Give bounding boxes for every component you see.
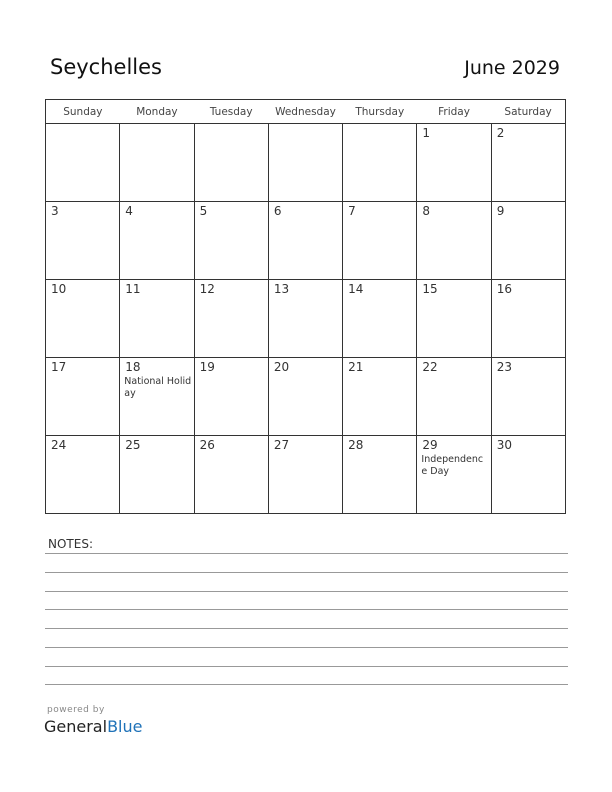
day-number: 11 [125,282,141,296]
day-cell [417,280,491,358]
day-number: 30 [496,438,512,452]
weekday-tuesday: Tuesday [194,100,268,124]
day-number: 24 [51,438,67,452]
day-cell [120,436,194,514]
holiday-label: Independence Day [421,454,484,477]
day-number: 5 [199,204,208,218]
brand-general: General [44,717,108,736]
day-cell [268,280,342,358]
day-number: 22 [422,360,438,374]
day-number: 13 [273,282,290,296]
month-year-title: June 2029 [464,57,560,79]
day-cell [46,202,120,280]
weekday-monday: Monday [120,100,194,124]
notes-line [45,684,568,685]
day-cell [194,202,268,280]
notes-label: NOTES: [48,537,93,551]
day-cell [491,358,565,436]
day-number: 15 [422,282,438,296]
day-cell [491,280,565,358]
day-cell [194,436,268,514]
weekday-saturday: Saturday [491,100,565,124]
day-cell [491,124,565,202]
day-number: 1 [422,126,431,140]
day-number: 9 [496,204,505,218]
day-cell [46,280,120,358]
notes-line [45,666,568,667]
day-cell [268,202,342,280]
day-number: 21 [348,360,364,374]
notes-line [45,647,568,648]
day-number: 20 [273,360,290,374]
day-number: 23 [496,360,512,374]
day-cell [268,436,342,514]
day-cell [120,358,194,436]
day-number: 19 [199,360,215,374]
day-cell [46,124,120,202]
day-number: 6 [273,204,282,218]
powered-by-text: powered by [47,705,105,715]
day-number: 8 [422,204,431,218]
day-cell [343,436,417,514]
day-cell [120,202,194,280]
day-number: 14 [348,282,364,296]
day-number: 18 [125,360,141,374]
day-cell [417,124,491,202]
calendar-grid [45,99,566,514]
weekday-header-row [46,100,566,124]
day-number: 12 [199,282,215,296]
day-number: 3 [51,204,59,218]
day-cell [417,202,491,280]
weekday-sunday: Sunday [46,100,120,124]
day-number: 26 [199,438,215,452]
day-cell [417,358,491,436]
day-cell [194,358,268,436]
day-cell [120,280,194,358]
day-number: 10 [51,282,67,296]
day-number: 4 [125,204,133,218]
brand-blue: Blue [107,717,143,736]
day-cell [343,202,417,280]
day-number: 27 [273,438,290,452]
country-title: Seychelles [50,55,162,79]
day-number: 29 [422,438,438,452]
day-cell [491,202,565,280]
weekday-friday: Friday [417,100,491,124]
day-cell [268,124,342,202]
notes-line [45,628,568,629]
day-number: 7 [348,204,356,218]
day-cell [343,358,417,436]
notes-line [45,553,568,554]
day-number: 25 [125,438,141,452]
day-number: 2 [496,126,505,140]
notes-line [45,572,568,573]
day-cell [46,358,120,436]
day-cell [194,124,268,202]
day-cell [268,358,342,436]
notes-line [45,591,568,592]
holiday-label: National Holiday [124,376,192,399]
day-number: 28 [348,438,364,452]
week-row [46,124,566,202]
weekday-thursday: Thursday [343,100,417,124]
day-number: 16 [496,282,512,296]
week-row [46,202,566,280]
day-cell [120,124,194,202]
notes-line [45,609,568,610]
day-cell [343,280,417,358]
weekday-wednesday: Wednesday [268,100,342,124]
day-cell [343,124,417,202]
week-row [46,436,566,514]
day-cell [194,280,268,358]
day-cell [46,436,120,514]
day-cell [491,436,565,514]
week-row [46,280,566,358]
brand-logo[interactable] [44,717,142,736]
day-cell [417,436,491,514]
day-number: 17 [51,360,67,374]
week-row [46,358,566,436]
